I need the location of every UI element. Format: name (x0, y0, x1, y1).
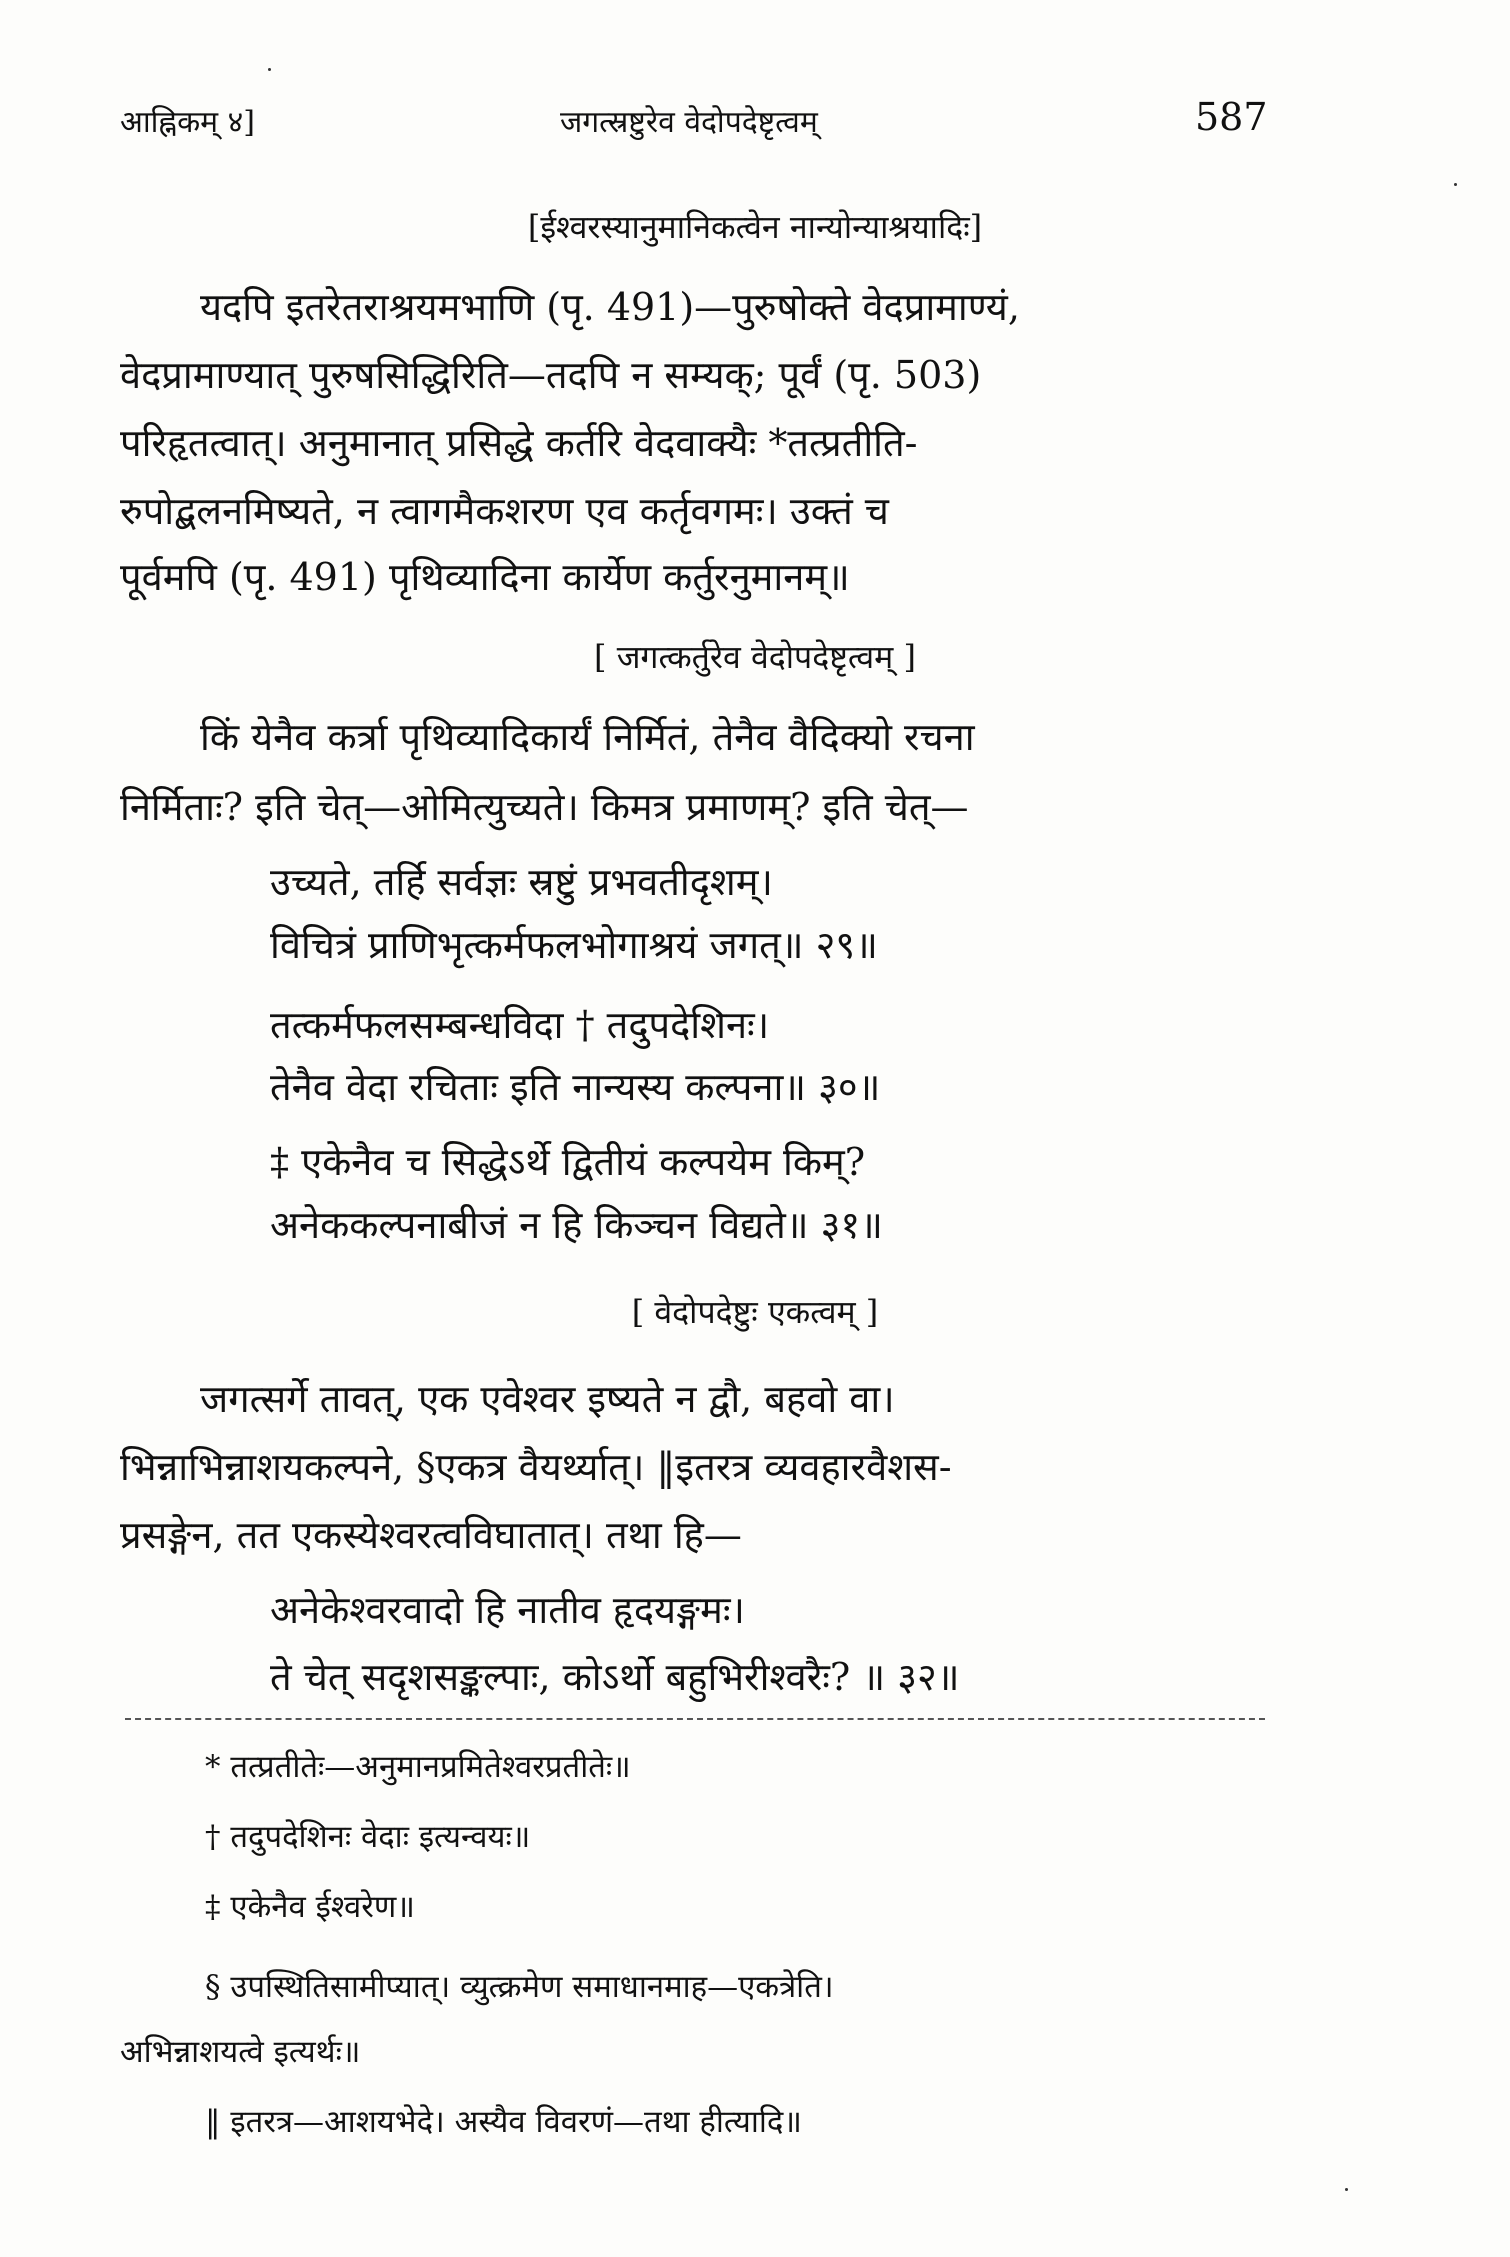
footnote: * तत्प्रतीतेः—अनुमानप्रमितेश्वरप्रतीतेः॥ (205, 1749, 631, 1785)
paragraph-line: जगत्सर्गे तावत्, एक एवेश्वर इष्यते न द्वौ, बहवो वा। (200, 1377, 895, 1421)
paragraph-line: किं येनैव कर्त्रा पृथिव्यादिकार्यं निर्मितं, तेनैव वैदिक्यो रचना (200, 715, 975, 759)
section-heading-1: [ईश्वरस्यानुमानिकत्वेन नान्योन्याश्रयादिः] (527, 208, 983, 246)
paragraph-line: निर्मिताः? इति चेत्—ओमित्युच्यते। किमत्र प्रमाणम्? इति चेत्— (120, 785, 969, 829)
scan-speck (1454, 183, 1457, 186)
page-number: 587 (1195, 95, 1268, 139)
footnote: † तदुपदेशिनः वेदाः इत्यन्वयः॥ (205, 1819, 531, 1855)
paragraph-line: प्रसङ्गेन, तत एकस्येश्वरत्वविघातात्। तथा हि— (120, 1513, 742, 1557)
footnote: § उपस्थितिसामीप्यात्। व्युत्क्रमेण समाधानमाह—एकत्रेति। (205, 1969, 834, 2005)
section-heading-3: [ वेदोपदेष्टुः एकत्वम् ] (631, 1293, 879, 1331)
verse-line: विचित्रं प्राणिभृत्कर्मफलभोगाश्रयं जगत्॥ २९॥ (270, 923, 878, 967)
scan-speck (1345, 2188, 1348, 2191)
verse-line: ‡ एकेनैव च सिद्धेऽर्थे द्वितीयं कल्पयेम किम्? (270, 1140, 866, 1184)
paragraph-line: पूर्वमपि (पृ. 491) पृथिव्यादिना कार्येण कर्तुरनुमानम्॥ (120, 555, 850, 599)
paragraph-line: परिहृतत्वात्। अनुमानात् प्रसिद्धे कर्तरि वेदवाक्यैः *तत्प्रतीति- (120, 421, 918, 465)
running-header-title: जगत्स्रष्टुरेव वेदोपदेष्टृत्वम् (560, 105, 818, 140)
footnote-separator (125, 1718, 1265, 1720)
verse-line: तत्कर्मफलसम्बन्धविदा † तदुपदेशिनः। (270, 1003, 770, 1047)
scan-speck (268, 68, 271, 71)
paragraph-line: भिन्नाभिन्नाशयकल्पने, §एकत्र वैयर्थ्यात्। ‖इतरत्र व्यवहारवैशस- (120, 1445, 952, 1489)
paragraph-line: वेदप्रामाण्यात् पुरुषसिद्धिरिति—तदपि न सम्यक्; पूर्वं (पृ. 503) (120, 353, 982, 397)
running-header-left: आह्निकम् ४] (120, 105, 255, 140)
footnote-continuation: अभिन्नाशयत्वे इत्यर्थः॥ (120, 2034, 361, 2070)
verse-line: उच्यते, तर्हि सर्वज्ञः स्रष्टुं प्रभवतीदृशम्। (270, 860, 773, 904)
verse-line: अनेककल्पनाबीजं न हि किञ्चन विद्यते॥ ३१॥ (270, 1203, 883, 1247)
footnote: ‖ इतरत्र—आशयभेदे। अस्यैव विवरणं—तथा हीत्यादि॥ (205, 2104, 802, 2140)
verse-line: अनेकेश्वरवादो हि नातीव हृदयङ्गमः। (270, 1588, 745, 1632)
section-heading-2: [ जगत्कर्तुरेव वेदोपदेष्टृत्वम् ] (594, 638, 916, 676)
paragraph-line: रुपोद्बलनमिष्यते, न त्वागमैकशरण एव कर्तृवगमः। उक्तं च (120, 489, 889, 533)
paragraph-line: यदपि इतरेतराश्रयमभाणि (पृ. 491)—पुरुषोक्ते वेदप्रामाण्यं, (200, 285, 1020, 329)
footnote: ‡ एकेनैव ईश्वरेण॥ (205, 1889, 415, 1925)
verse-line: तेनैव वेदा रचिताः इति नान्यस्य कल्पना॥ ३०॥ (270, 1065, 881, 1109)
verse-line: ते चेत् सदृशसङ्कल्पाः, कोऽर्थो बहुभिरीश्वरैः? ॥ ३२॥ (270, 1655, 960, 1699)
